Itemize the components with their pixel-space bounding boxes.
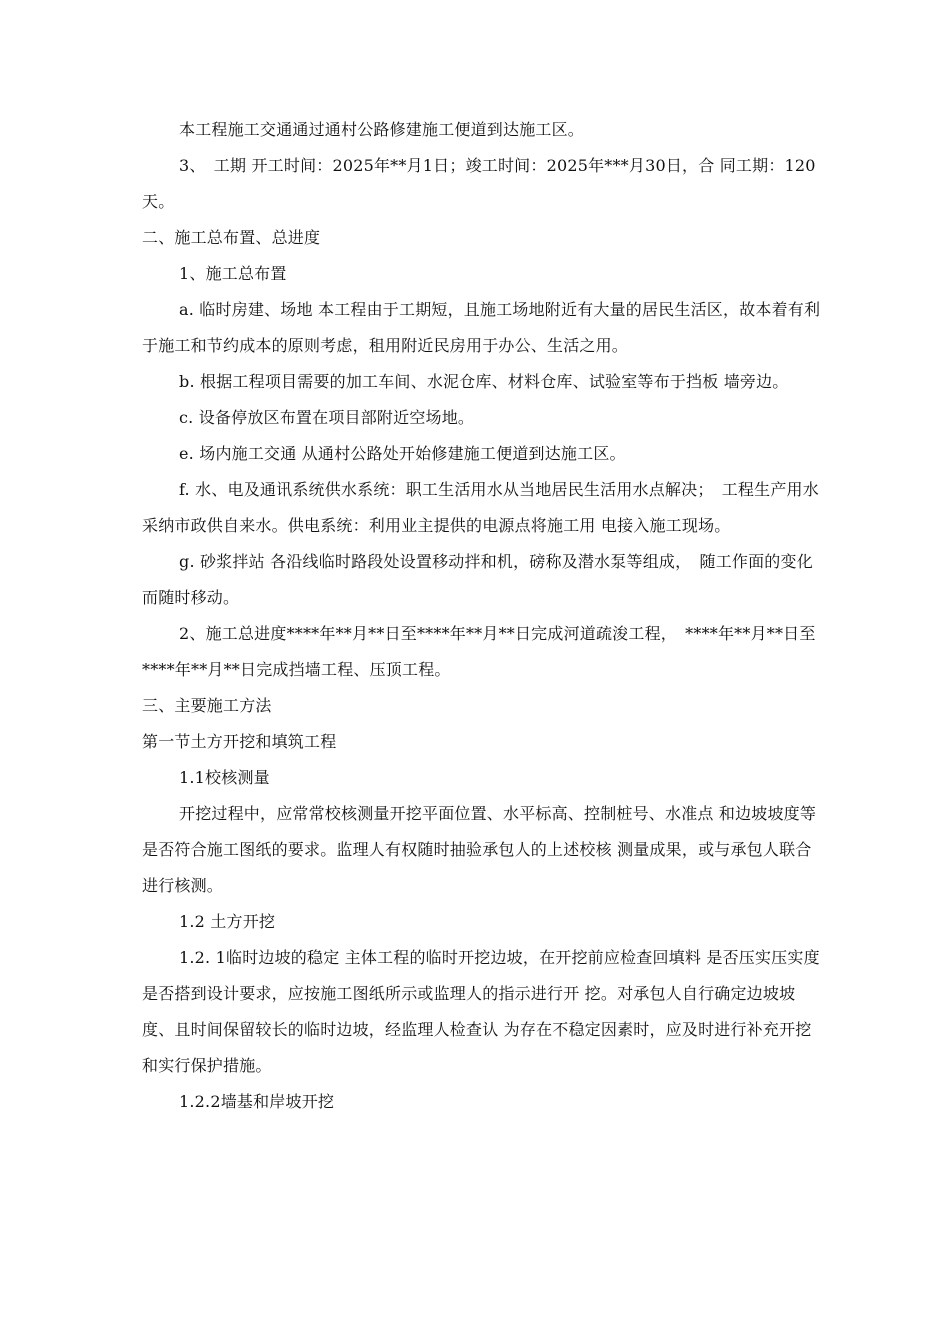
section-heading-methods: 三、主要施工方法 bbox=[142, 696, 272, 715]
subheading-general-layout: 1、施工总布置 bbox=[179, 264, 287, 283]
paragraph-temporary-slope: 1.2. 1临时边坡的稳定 主体工程的临时开挖边坡，在开挖前应检查回填料 是否压实压实度是否搭到设计要求，应按施工图纸所示或监理人的指示进行开 挖。对承包人自行确定边坡坡度、且时间保留较长的临时边坡，经监理人检查认 为存在不稳定因素时，应及时进行补充开挖和实行保护措施。 bbox=[142, 948, 820, 1075]
paragraph-equipment-parking: c. 设备停放区布置在项目部附近空场地。 bbox=[179, 408, 475, 427]
section-heading-earthworks: 第一节土方开挖和填筑工程 bbox=[142, 732, 337, 751]
paragraph-mortar-station: g. 砂浆拌站 各沿线临时路段处设置移动拌和机，磅称及潜水泵等组成， 随工作面的变化而随时移动。 bbox=[142, 552, 813, 607]
paragraph-transport: 本工程施工交通通过通村公路修建施工便道到达施工区。 bbox=[179, 120, 585, 139]
paragraph-site-traffic: e. 场内施工交通 从通村公路处开始修建施工便道到达施工区。 bbox=[179, 444, 626, 463]
subheading-excavation: 1.2 土方开挖 bbox=[179, 912, 276, 931]
section-heading-layout: 二、施工总布置、总进度 bbox=[142, 228, 321, 247]
paragraph-survey: 开挖过程中，应常常校核测量开挖平面位置、水平标高、控制桩号、水准点 和边坡坡度等是否符合施工图纸的要求。监理人有权随时抽验承包人的上述校核 测量成果，或与承包人联合进行核测。 bbox=[142, 804, 817, 895]
paragraph-schedule: 3、 工期 开工时间：2025年**月1日；竣工时间：2025年***月30日，合 同工期：120天。 bbox=[142, 156, 816, 211]
paragraph-overall-progress: 2、施工总进度****年**月**日至****年**月**日完成河道疏浚工程， ****年**月**日至****年**月**日完成挡墙工程、压顶工程。 bbox=[142, 624, 816, 679]
paragraph-utilities: f. 水、电及通讯系统供水系统：职工生活用水从当地居民生活用水点解决； 工程生产用水采纳市政供自来水。供电系统：利用业主提供的电源点将施工用 电接入施工现场。 bbox=[142, 480, 819, 535]
subheading-foundation-excavation: 1.2.2墙基和岸坡开挖 bbox=[179, 1092, 335, 1111]
subheading-survey: 1.1校核测量 bbox=[179, 768, 270, 787]
paragraph-workshops: b. 根据工程项目需要的加工车间、水泥仓库、材料仓库、试验室等布于挡板 墙旁边。 bbox=[179, 372, 789, 391]
paragraph-temporary-housing: a. 临时房建、场地 本工程由于工期短，且施工场地附近有大量的居民生活区，故本着有利于施工和节约成本的原则考虑，租用附近民房用于办公、生活之用。 bbox=[142, 300, 821, 355]
document-body bbox=[142, 112, 822, 1120]
